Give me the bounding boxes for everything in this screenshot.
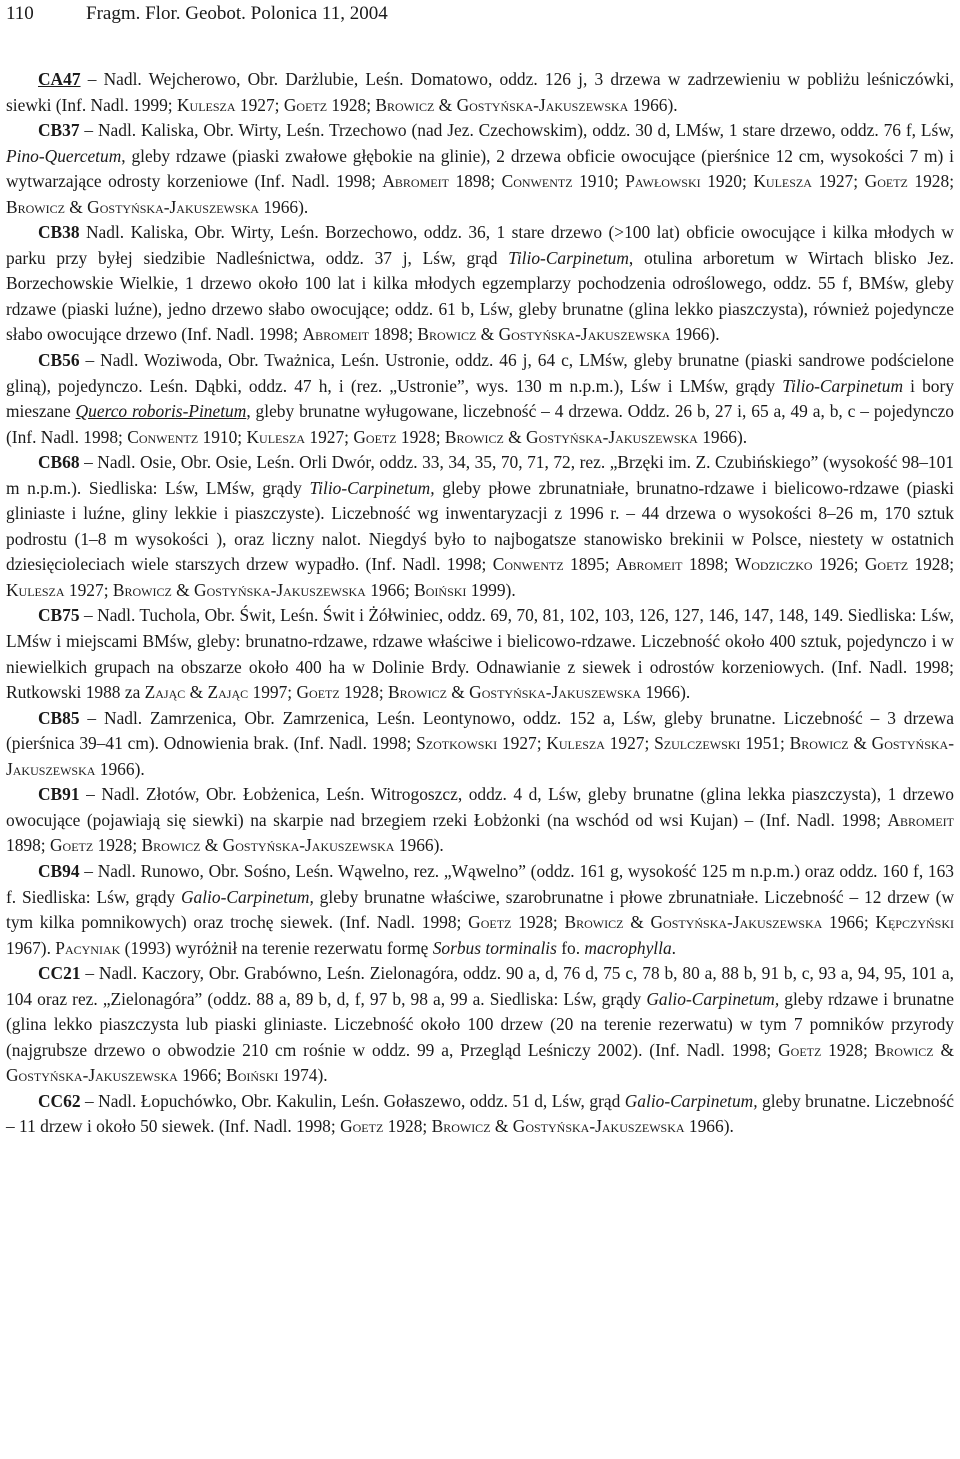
entry-text: & xyxy=(185,682,208,703)
entry-text: & xyxy=(623,912,651,933)
entry-text: 1951; xyxy=(740,733,790,754)
entry-text: 1966). xyxy=(684,1116,734,1137)
author-name: Kępczyński xyxy=(875,912,954,933)
author-name: Kulesza xyxy=(176,94,236,115)
locality-entry-cb75 xyxy=(6,603,954,705)
locality-entry-cb94 xyxy=(6,859,954,961)
entry-text: & xyxy=(503,426,527,447)
locality-code: CB56 xyxy=(38,350,80,371)
author-name: Gostyńska-Jakuszewska xyxy=(6,733,954,779)
author-name: Gostyńska-Jakuszewska xyxy=(469,682,641,703)
entry-text: – Nadl. Osie, Obr. Osie, Leśn. Orli Dwór, oddz. 33, 34, 35, 70, 71, 72, rez. „Brzęki im. Z. Czubińskiego” (wysokość 98–101 m n.p.m.). Siedliska: Lśw, LMśw, grądy xyxy=(6,452,954,498)
author-name: Browicz xyxy=(6,196,65,217)
entry-text: & xyxy=(848,733,872,754)
entry-text: 1966). xyxy=(628,94,678,115)
taxon-name: Tilio-Carpinetum xyxy=(508,247,629,268)
author-name: Goetz xyxy=(353,426,397,447)
entry-text: 1927; xyxy=(305,426,354,447)
entry-text: gleby brunatne właściwe, szarobrunatne i płowe zbrunatniałe. Liczebność – 12 drzew (w tym kilka pomnikowych) oraz trochę siewek. (Inf. Nadl. 1998; xyxy=(6,886,954,933)
author-name: Gostyńska-Jakuszewska xyxy=(526,426,698,447)
entry-text: 1966). xyxy=(697,426,748,447)
locality-code: CC21 xyxy=(38,963,81,984)
author-name: Goetz xyxy=(296,682,340,703)
entry-text: & xyxy=(200,835,223,856)
author-name: Gostyńska-Jakuszewska xyxy=(194,579,366,600)
locality-entry-cb37 xyxy=(6,118,954,220)
taxon-name: Pino-Quercetum xyxy=(6,145,122,166)
author-name: Abromeit xyxy=(382,171,449,192)
entry-text: 1999). xyxy=(466,579,516,600)
author-name: Pacyniak xyxy=(55,937,121,958)
author-name: Browicz xyxy=(874,1039,934,1060)
entry-text: Nadl. Kaliska, Obr. Wirty, Leśn. Borzechowo, oddz. 36, 1 stare drzewo (>100 lat) obficie owocujące i kilka młodych w parku przy byłej siedzibie Nadleśnictwa, oddz. 37 j, Lśw, grąd xyxy=(6,222,954,268)
author-name: Zając xyxy=(144,682,186,703)
author-name: Goetz xyxy=(778,1039,822,1060)
entry-text: 1967). xyxy=(6,937,56,958)
author-name: Gostyńska-Jakuszewska xyxy=(87,196,259,217)
author-name: Browicz xyxy=(564,912,624,933)
entry-text: 1966). xyxy=(95,758,145,779)
entry-text: & xyxy=(434,94,457,115)
entry-text: gleby rdzawe i brunatne (glina lekko piaszczysta lub piaski gliniaste. Liczebność około 100 drzew (20 na terenie rezerwatu) w tym 7 pomników przyrody (najgrubsze drzewo o obwodzie 210 cm rośnie w oddz. 99 a, Przegląd Leśniczy 2002). (Inf. Nadl. 1998; xyxy=(6,988,954,1060)
author-name: Gostyńska-Jakuszewska xyxy=(498,324,671,345)
author-name: Wodziczko xyxy=(734,554,813,575)
author-name: Gostyńska-Jakuszewska xyxy=(650,912,823,933)
entry-text: 1926; xyxy=(812,554,865,575)
locality-entry-cb91 xyxy=(6,782,954,859)
locality-entry-ca47 xyxy=(6,67,954,118)
taxon-name: Galio-Carpinetum, xyxy=(646,988,780,1009)
entry-text: & xyxy=(64,196,88,217)
author-name: Goetz xyxy=(864,171,908,192)
entry-text: 1966). xyxy=(670,324,720,345)
entry-text: – Nadl. Tuchola, Obr. Świt, Leśn. Świt i Żółwiniec, oddz. 69, 70, 81, 102, 103, 126, 127, 146, 147, 148, 149. Siedliska: Lśw, LMśw i miejscami BMśw, gleby: brunatno-rdzawe, rdzawe właściwe i bielicowo-rdzawe. Liczebność około 400 sztuk, pojedynczo i w niewielkich grupach na obszarze około 400 ha w Dolinie Brdy. Odnawianie z siewek i odrostów korzeniowych. (Inf. Nadl. 1998; Rutkowski 1988 za xyxy=(6,605,954,703)
author-name: Browicz xyxy=(112,579,172,600)
entry-text: & xyxy=(171,579,195,600)
entry-text: 1928; xyxy=(93,835,142,856)
entry-text: – Nadl. Kaliska, Obr. Wirty, Leśn. Trzechowo (nad Jez. Czechowskim), oddz. 30 d, LMśw, 1 stare drzewo, oddz. 76 f, Lśw, xyxy=(79,120,954,141)
entry-text: 1895; xyxy=(563,554,616,575)
author-name: Browicz xyxy=(789,733,849,754)
entry-text: – Nadl. Wejcherowo, Obr. Darżlubie, Leśn. Domatowo, oddz. 126 j, 3 drzewa w zadrzewieniu w pobliżu leśniczówki, siewki (Inf. Nadl. 1999; xyxy=(6,69,954,115)
author-name: Conwentz xyxy=(127,426,199,447)
author-name: Kulesza xyxy=(753,171,812,192)
author-name: Browicz xyxy=(417,324,477,345)
entry-text: 1966; xyxy=(177,1065,227,1086)
entry-text: & xyxy=(933,1039,955,1060)
taxon-name: Tilio-Carpinetum, xyxy=(309,477,435,498)
entry-text: 1927; xyxy=(497,733,547,754)
entry-text: 1966). xyxy=(258,196,309,217)
entry-text: & xyxy=(446,682,470,703)
author-name: Szulczewski xyxy=(654,733,741,754)
entry-text: 1966; xyxy=(365,579,415,600)
locality-code: CB37 xyxy=(38,120,80,141)
entry-text: – Nadl. Zamrzenica, Obr. Zamrzenica, Leśn. Leontynowo, oddz. 152 a, Lśw, gleby brunatne. Liczebność – 3 drzewa (pierśnica 39–41 cm). Odnowienia brak. (Inf. Nadl. 1998; xyxy=(6,707,954,754)
entry-text: 1966). xyxy=(394,835,444,856)
author-name: Abromeit xyxy=(615,554,683,575)
entry-text: 1966; xyxy=(822,912,876,933)
entry-text: 1910; xyxy=(572,171,626,192)
author-name: Gostyńska-Jakuszewska xyxy=(6,1065,178,1086)
taxon-name: macrophylla xyxy=(584,937,672,958)
author-name: Boiński xyxy=(226,1065,279,1086)
author-name: Goetz xyxy=(864,554,909,575)
entry-text: – Nadl. Runowo, Obr. Sośno, Leśn. Wąwelno, rez. „Wąwelno” (oddz. 161 g, wysokość 125 m n.p.m.) oraz oddz. 160 f, 163 f. Siedliska: Lśw, grądy xyxy=(6,860,954,907)
locality-entry-cb68 xyxy=(6,450,954,603)
entry-text: – Nadl. Łopuchówko, Obr. Kakulin, Leśn. Gołaszewo, oddz. 51 d, Lśw, grąd xyxy=(80,1090,625,1111)
author-name: Goetz xyxy=(49,835,94,856)
author-name: Szotkowski xyxy=(416,733,498,754)
locality-code: CB91 xyxy=(38,784,80,805)
locality-entry-cb38 xyxy=(6,220,954,348)
page-number: 110 xyxy=(6,3,34,24)
author-name: Goetz xyxy=(340,1116,384,1137)
entry-text: 1928; xyxy=(396,426,445,447)
taxon-name: Querco roboris-Pinetum xyxy=(75,401,247,422)
author-name: Browicz xyxy=(141,835,201,856)
locality-code: CB68 xyxy=(38,452,80,473)
entry-text: 1927; xyxy=(235,94,284,115)
entry-text: – Nadl. Woziwoda, Obr. Tważnica, Leśn. Ustronie, oddz. 46 j, 64 c, LMśw, gleby brunatne (piaski sandrowe podścielone gliną), pojedynczo. Leśn. Dąbki, oddz. 47 h, i (rez. „Ustronie”, wys. 130 m n.p.m.), Lśw i LMśw, grądy xyxy=(6,350,954,396)
entry-text: i bory mieszane xyxy=(6,375,954,422)
author-name: Abromeit xyxy=(302,324,370,345)
taxon-name: Galio-Carpinetum, xyxy=(180,886,314,907)
entry-text: – Nadl. Złotów, Obr. Łobżenica, Leśn. Witrogoszcz, oddz. 4 d, Lśw, gleby brunatne (glina lekka piaszczysta), 1 drzewo owocujące (pojawiają się siewki) na skarpie nad brzegiem rzeki Łobżonki (na wschód od wsi Kujan) – (Inf. Nadl. 1998; xyxy=(6,784,954,830)
entry-text: 1920; xyxy=(700,171,754,192)
entry-text: . xyxy=(671,937,677,958)
locality-code: CB94 xyxy=(38,860,80,881)
entry-text: 1928; xyxy=(908,554,955,575)
author-name: Browicz xyxy=(388,682,447,703)
locality-code: CA47 xyxy=(38,69,81,89)
entry-text: , gleby rdzawe (piaski zwałowe głębokie na glinie), 2 drzewa obficie owocujące (pierśnice 12 cm, wysokości 7 m) i wytwarzające odrosty korzeniowe (Inf. Nadl. 1998; xyxy=(6,145,954,192)
taxon-name: Galio-Carpinetum, xyxy=(624,1090,758,1111)
taxon-name: Sorbus torminalis xyxy=(432,937,557,958)
running-head xyxy=(6,1,954,27)
locality-entry-cc62 xyxy=(6,1089,954,1140)
author-name: Kulesza xyxy=(6,579,65,600)
entry-text: 1910; xyxy=(198,426,247,447)
entry-text: 1898; xyxy=(6,835,50,856)
entry-text: (1993) wyróżnił na terenie rezerwatu formę xyxy=(120,937,433,958)
entry-text: – Nadl. Kaczory, Obr. Grabówno, Leśn. Zielonagóra, oddz. 90 a, d, 76 d, 75 c, 78 b, 80 a, 88 b, 91 b, c, 93 a, 94, 95, 101 a, 104 oraz rez. „Zielonagóra” (oddz. 88 a, 89 b, d, f, 97 b, 98 a, 99 a. Siedliska: Lśw, grądy xyxy=(6,963,954,1009)
author-name: Browicz xyxy=(431,1116,491,1137)
author-name: Conwentz xyxy=(501,171,573,192)
locality-entry-cb56 xyxy=(6,348,954,450)
entry-text: 1997; xyxy=(248,682,297,703)
locality-entry-cc21 xyxy=(6,961,954,1089)
taxon-name: Tilio-Carpinetum xyxy=(782,375,904,396)
entry-text: & xyxy=(476,324,499,345)
author-name: Pawłowski xyxy=(625,171,701,192)
author-name: Conwentz xyxy=(492,554,564,575)
locality-code: CB85 xyxy=(38,707,80,728)
entry-text: 1928; xyxy=(327,94,376,115)
journal-reference: Fragm. Flor. Geobot. Polonica 11, 2004 xyxy=(86,3,388,24)
entry-text: fo. xyxy=(556,937,585,958)
locality-entry-cb85 xyxy=(6,706,954,783)
author-name: Kulesza xyxy=(246,426,306,447)
entry-text: 1927; xyxy=(811,171,865,192)
author-name: Browicz xyxy=(375,94,435,115)
entry-text: 1928; xyxy=(821,1039,875,1060)
author-name: Zając xyxy=(207,682,249,703)
entry-text: 1927; xyxy=(604,733,655,754)
entry-text: 1928; xyxy=(511,912,565,933)
entry-text: , gleby brunatne wyługowane, liczebność – 4 drzewa. Oddz. 26 b, 27 i, 65 a, 49 a, b, c – pojedynczo (Inf. Nadl. 1998; xyxy=(6,401,954,447)
author-name: Kulesza xyxy=(546,733,605,754)
entry-text: gleby brunatne. Liczebność – 11 drzew i około 50 siewek. (Inf. Nadl. 1998; xyxy=(6,1090,954,1137)
author-name: Abromeit xyxy=(887,809,954,830)
author-name: Goetz xyxy=(283,94,328,115)
entry-text: gleby płowe zbrunatniałe, brunatno-rdzawe i bielicowo-rdzawe (piaski gliniaste i luźne, gliny lekkie i piaszczyste). Liczebność wg inwentaryzacji z 1996 r. – 44 drzewa o wysokości 8–26 m, 170 sztuk podrostu (1–8 m wysokości ), oraz liczny nalot. Niegdyś było to najbogatsze stanowisko brekinii w Polsce, niestety w ostatnich dziesięcioleciach wiele starszych drzew wypadło. (Inf. Nadl. 1998; xyxy=(6,477,955,575)
entry-text: 1898; xyxy=(448,171,502,192)
locality-code: CC62 xyxy=(38,1090,81,1111)
author-name: Gostyńska-Jakuszewska xyxy=(456,94,629,115)
locality-list xyxy=(6,67,954,1140)
author-name: Boiński xyxy=(414,579,467,600)
author-name: Browicz xyxy=(444,426,504,447)
entry-text: , otulina arboretum w Wirtach blisko Jez. Borzechowskie Wielkie, 1 drzewo około 100 lat i kilka młodych egzemplarzy pochodzenia odroślowego, oddz. 55 f, BMśw, gleby rdzawe (piaski luźne), jedno drzewo słabo owocujące; oddz. 61 b, Lśw, gleby brunatne (glina lekko piaszczysta), również pojedyncze słabo owocujące drzewo (Inf. Nadl. 1998; xyxy=(6,247,955,345)
locality-code: CB38 xyxy=(38,222,80,243)
entry-text: & xyxy=(490,1116,513,1137)
entry-text: 1974). xyxy=(278,1065,328,1086)
entry-text: 1928; xyxy=(339,682,388,703)
entry-text: 1966). xyxy=(640,682,691,703)
entry-text: 1898; xyxy=(369,324,418,345)
author-name: Goetz xyxy=(468,912,512,933)
entry-text: 1928; xyxy=(907,171,955,192)
author-name: Gostyńska-Jakuszewska xyxy=(512,1116,685,1137)
locality-code: CB75 xyxy=(38,605,80,626)
entry-text: 1927; xyxy=(64,579,113,600)
entry-text: 1928; xyxy=(383,1116,432,1137)
author-name: Gostyńska-Jakuszewska xyxy=(222,835,395,856)
entry-text: 1898; xyxy=(682,554,735,575)
